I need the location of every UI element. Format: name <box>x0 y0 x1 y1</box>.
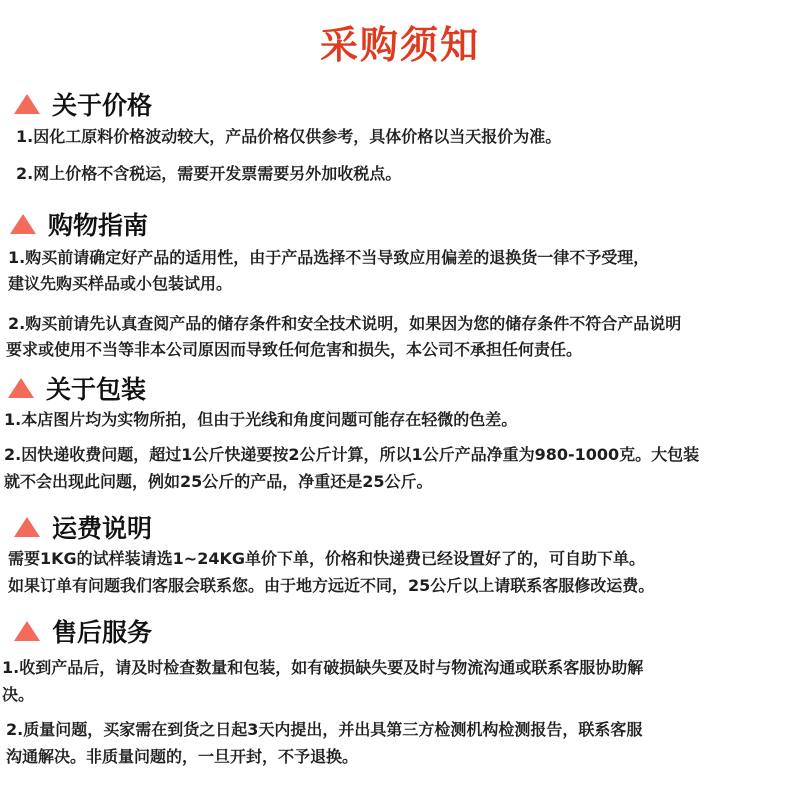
aftersales-line-2: 决。 <box>2 685 35 704</box>
guide-line-4: 要求或使用不当等非本公司原因而导致任何危害和损失，本公司不承担任何责任。 <box>6 340 583 359</box>
section-heading-shipping <box>14 509 152 545</box>
packaging-line-3: 就不会出现此问题，例如25公斤的产品，净重还是25公斤。 <box>4 472 433 491</box>
section-heading-label: 关于包装 <box>46 375 147 404</box>
guide-line-2: 建议先购买样品或小包装试用。 <box>8 274 233 293</box>
section-heading-label: 运费说明 <box>52 514 153 543</box>
guide-line-3: 2.购买前请先认真查阅产品的储存条件和安全技术说明，如果因为您的储存条件不符合产品说明 <box>8 314 682 333</box>
price-line-2: 2.网上价格不含税运，需要开发票需要另外加收税点。 <box>16 164 402 183</box>
section-heading-aftersales <box>14 613 152 649</box>
triangle-icon <box>14 517 40 537</box>
shipping-line-2: 如果订单有问题我们客服会联系您。由于地方远近不同，25公斤以上请联系客服修改运费。 <box>8 576 655 595</box>
section-heading-label: 关于价格 <box>52 91 153 120</box>
page-title: 采购须知 <box>319 23 480 67</box>
section-heading-label: 购物指南 <box>48 211 149 240</box>
packaging-line-2: 2.因快递收费问题，超过1公斤快递要按2公斤计算，所以1公斤产品净重为980-1000克。大包装 <box>4 445 700 464</box>
section-heading-guide <box>10 206 148 242</box>
aftersales-line-1: 1.收到产品后，请及时检查数量和包装，如有破损缺失要及时与物流沟通或联系客服协助解 <box>2 658 644 677</box>
triangle-icon <box>14 621 40 641</box>
packaging-line-1: 1.本店图片均为实物所拍，但由于光线和角度问题可能存在轻微的色差。 <box>4 410 518 429</box>
section-heading-packaging <box>8 370 146 406</box>
shipping-line-1: 需要1KG的试样装请选1~24KG单价下单，价格和快递费已经设置好了的，可自助下单。 <box>8 549 646 568</box>
aftersales-line-4: 沟通解决。非质量问题的，一旦开封，不予退换。 <box>6 747 359 766</box>
price-line-1: 1.因化工原料价格波动较大，产品价格仅供参考，具体价格以当天报价为准。 <box>16 127 562 146</box>
section-heading-price <box>14 86 152 122</box>
triangle-icon <box>8 378 34 398</box>
section-heading-label: 售后服务 <box>52 618 153 647</box>
triangle-icon <box>14 94 40 114</box>
aftersales-line-3: 2.质量问题，买家需在到货之日起3天内提出，并出具第三方检测机构检测报告，联系客服 <box>6 720 643 739</box>
guide-line-1: 1.购买前请确定好产品的适用性，由于产品选择不当导致应用偏差的退换货一律不予受理， <box>8 248 650 267</box>
triangle-icon <box>10 214 36 234</box>
